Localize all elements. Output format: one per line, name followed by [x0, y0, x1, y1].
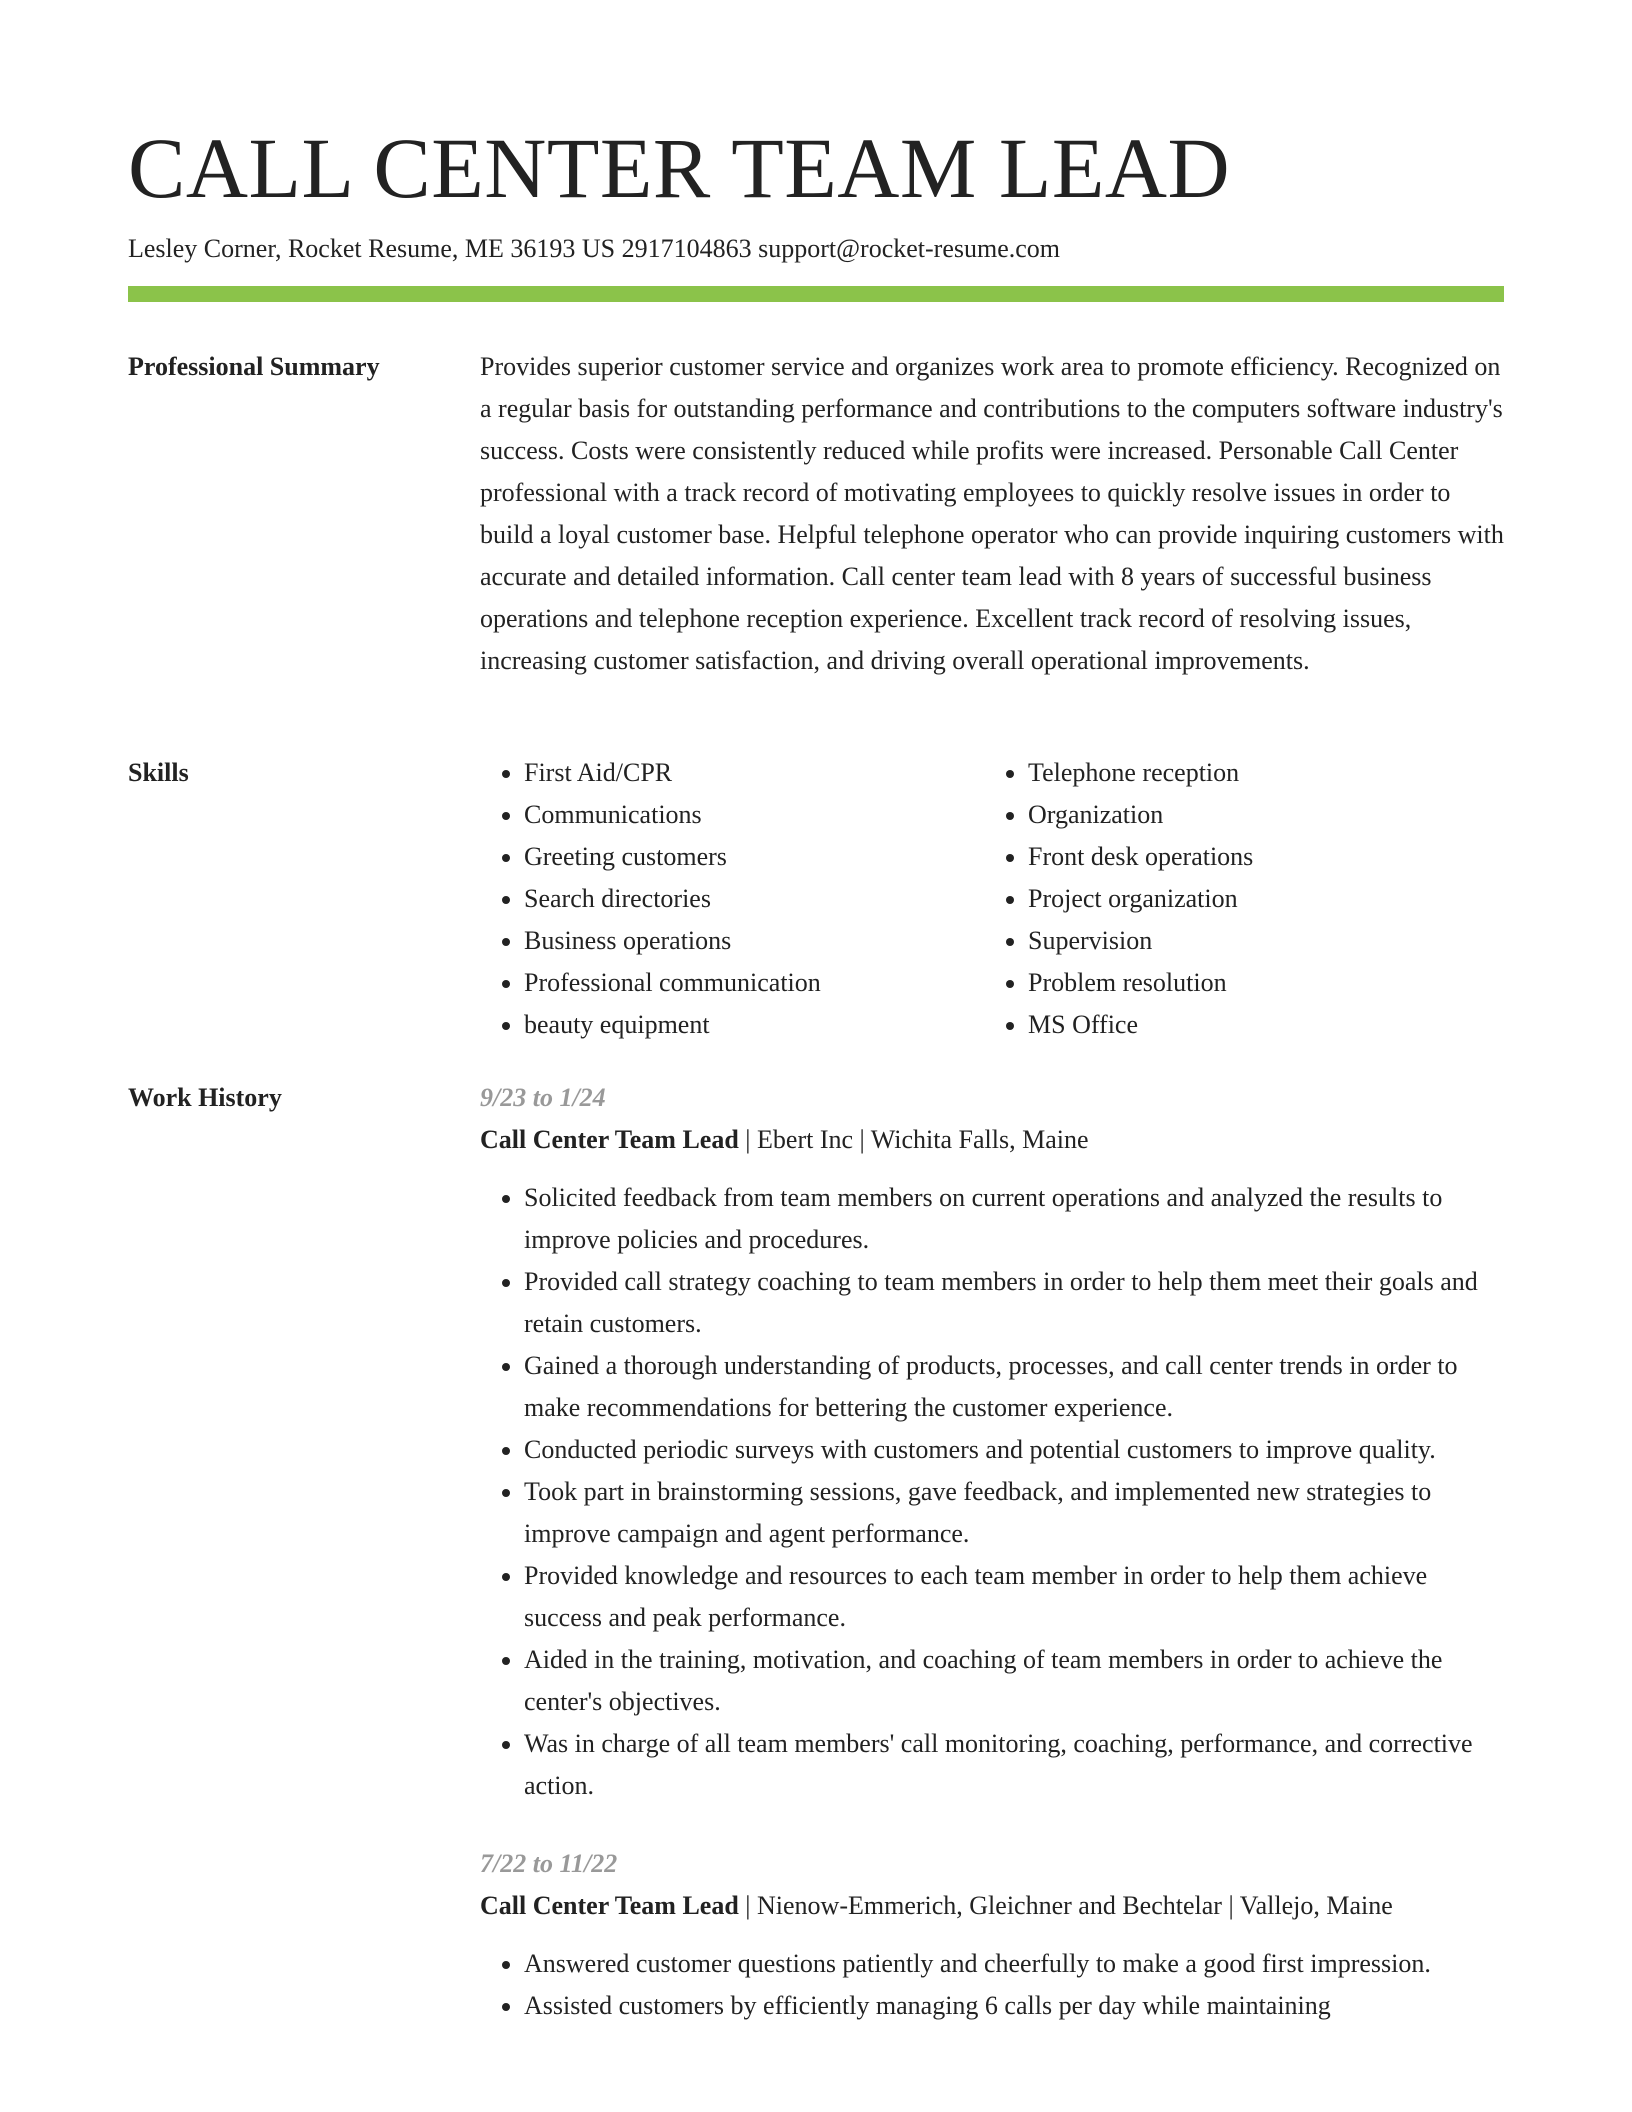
- job-location: Vallejo, Maine: [1239, 1891, 1393, 1920]
- job-heading: [480, 1885, 1504, 1927]
- skill-item: • Search directories: [524, 878, 984, 920]
- skill-item: • Greeting customers: [524, 836, 984, 878]
- job-bullet-list: [480, 1177, 1504, 1807]
- contact-line: Lesley Corner, Rocket Resume, ME 36193 US 2917104863 support@rocket-resume.com: [128, 234, 1061, 263]
- skill-item: • Organization: [1028, 794, 1488, 836]
- skill-item: • Project organization: [1028, 878, 1488, 920]
- job-bullet: • Provided knowledge and resources to each team member in order to help them achieve success and peak performance.: [524, 1555, 1504, 1639]
- work-history-body: [480, 1077, 1504, 2063]
- separator: |: [1221, 1891, 1240, 1920]
- skill-item: • Communications: [524, 794, 984, 836]
- summary-body: [480, 346, 1504, 682]
- job-bullet: • Solicited feedback from team members on current operations and analyzed the results to improve policies and procedures.: [524, 1177, 1504, 1261]
- job-bullet: • Provided call strategy coaching to team members in order to help them meet their goals and retain customers.: [524, 1261, 1504, 1345]
- job-company: Nienow-Emmerich, Gleichner and Bechtelar: [757, 1891, 1222, 1920]
- skills-list-left: [480, 752, 984, 1046]
- job-entry: [480, 1843, 1504, 2027]
- job-heading: [480, 1119, 1504, 1161]
- skills-list-right: [984, 752, 1488, 1046]
- skill-item: • Telephone reception: [1028, 752, 1488, 794]
- work-history-heading: Work History: [128, 1083, 282, 1112]
- job-bullet: • Was in charge of all team members' call monitoring, coaching, performance, and corrective action.: [524, 1723, 1504, 1807]
- skill-item: • MS Office: [1028, 1004, 1488, 1046]
- job-entry: [480, 1077, 1504, 1807]
- summary-heading: Professional Summary: [128, 352, 380, 381]
- resume-title: CALL CENTER TEAM LEAD: [128, 120, 1231, 216]
- skill-item: • Business operations: [524, 920, 984, 962]
- job-dates: 7/22 to 11/22: [480, 1849, 618, 1878]
- summary-text: Provides superior customer service and organizes work area to promote efficiency. Recognized on a regular basis for outstanding performance and contributions to the computers software industry's success. Costs were consistently reduced while profits were increased. Personable Call Center professional with a track record of motivating employees to quickly resolve issues in order to build a loyal customer base. Helpful telephone operator who can provide inquiring customers with accurate and detailed information. Call center team lead with 8 years of successful business operations and telephone reception experience. Excellent track record of resolving issues, increasing customer satisfaction, and driving overall operational improvements.: [480, 352, 1504, 675]
- skills-heading: Skills: [128, 758, 189, 787]
- skill-item: • Problem resolution: [1028, 962, 1488, 1004]
- job-bullet: • Took part in brainstorming sessions, gave feedback, and implemented new strategies to improve campaign and agent performance.: [524, 1471, 1504, 1555]
- skills-columns: [480, 752, 1504, 1046]
- job-bullet-list: [480, 1943, 1504, 2027]
- job-bullet: • Conducted periodic surveys with customers and potential customers to improve quality.: [524, 1429, 1504, 1471]
- job-title: Call Center Team Lead: [480, 1891, 739, 1920]
- job-bullet: • Aided in the training, motivation, and coaching of team members in order to achieve the center's objectives.: [524, 1639, 1504, 1723]
- skill-item: • First Aid/CPR: [524, 752, 984, 794]
- job-bullet: • Assisted customers by efficiently managing 6 calls per day while maintaining: [524, 1985, 1504, 2027]
- skills-body: [480, 752, 1504, 1046]
- job-title: Call Center Team Lead: [480, 1125, 739, 1154]
- accent-divider: [128, 286, 1504, 302]
- job-bullet: • Answered customer questions patiently and cheerfully to make a good first impression.: [524, 1943, 1504, 1985]
- job-location: Wichita Falls, Maine: [870, 1125, 1089, 1154]
- job-bullet: • Gained a thorough understanding of products, processes, and call center trends in order to make recommendations for bettering the customer experience.: [524, 1345, 1504, 1429]
- job-dates: 9/23 to 1/24: [480, 1083, 606, 1112]
- separator: |: [738, 1125, 758, 1154]
- skill-item: • Professional communication: [524, 962, 984, 1004]
- separator: |: [738, 1891, 758, 1920]
- skill-item: • Front desk operations: [1028, 836, 1488, 878]
- separator: |: [853, 1125, 871, 1154]
- skill-item: • beauty equipment: [524, 1004, 984, 1046]
- job-company: Ebert Inc: [757, 1125, 854, 1154]
- skill-item: • Supervision: [1028, 920, 1488, 962]
